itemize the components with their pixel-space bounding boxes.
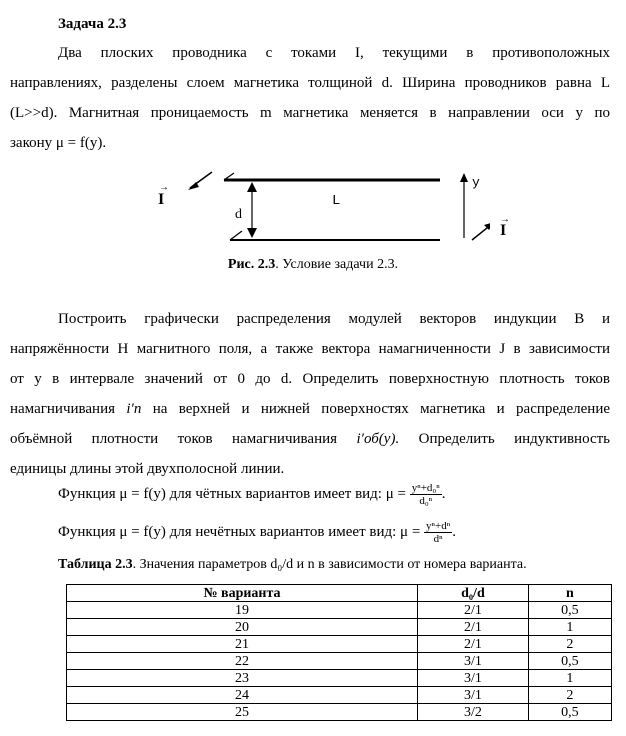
task-title: Задача 2.3 <box>58 16 127 32</box>
problem-line-4: закону μ = f(y). <box>10 135 107 151</box>
problem-paragraph <box>10 38 610 158</box>
table-row <box>67 602 612 619</box>
cell-ratio: 2/1 <box>417 636 528 653</box>
variants-table <box>66 584 612 721</box>
bottom-conductor-edge <box>230 231 242 240</box>
formula-even-denominator: d₀ⁿ <box>419 495 433 507</box>
task-line-4 <box>10 394 610 424</box>
header-variant: № варианта <box>67 585 418 602</box>
task-line-4a: намагничивания <box>10 401 116 417</box>
cell-n: 2 <box>528 636 611 653</box>
table-row <box>67 687 612 704</box>
y-axis-arrowhead <box>460 173 468 182</box>
cell-ratio: 2/1 <box>417 619 528 636</box>
cell-ratio: 3/1 <box>417 653 528 670</box>
cell-variant: 19 <box>67 602 418 619</box>
cell-variant: 21 <box>67 636 418 653</box>
formula-even-numerator: yⁿ+d₀ⁿ <box>411 482 440 494</box>
task-line-2: напряжённости H магнитного поля, а также вектора намагниченности J в зависимости <box>10 341 610 357</box>
figure-caption-label: Рис. 2.3 <box>227 257 276 272</box>
formula-even-fraction <box>410 482 442 507</box>
table-caption <box>58 557 527 573</box>
vector-mark-right: → <box>500 214 510 225</box>
cell-n: 2 <box>528 687 611 704</box>
current-label-right: I <box>500 222 507 239</box>
cell-n: 1 <box>528 619 611 636</box>
cell-variant: 25 <box>67 704 418 721</box>
task-line-5 <box>10 424 610 454</box>
cell-n: 0,5 <box>528 602 611 619</box>
table-header-row <box>67 585 612 602</box>
cell-ratio: 2/1 <box>417 602 528 619</box>
formula-even: Функция μ = f(y) для чётных вариантов имеет вид: μ = $\frac{\text{yⁿ+d₀ⁿ}}{\text{d₀ⁿ}}$ . <box>58 482 446 507</box>
formula-odd: Функция μ = f(y) для нечётных вариантов имеет вид: μ = $\frac{\text{yⁿ+dⁿ}}{\text{dⁿ}}$ . <box>58 520 456 545</box>
figure-caption <box>0 257 626 273</box>
header-ratio: d₀/d <box>417 585 528 602</box>
task-line-3: от y в интервале значений от 0 до d. Определить поверхностную плотность токов <box>10 371 610 387</box>
cell-n: 0,5 <box>528 653 611 670</box>
table-caption-label: Таблица 2.3 <box>58 557 133 572</box>
table-row <box>67 653 612 670</box>
task-paragraph <box>10 304 610 484</box>
task-line-6: единицы длины этой двухполосной линии. <box>10 461 285 477</box>
formula-odd-denominator: dⁿ <box>433 533 443 545</box>
figure-caption-text: . Условие задачи 2.3. <box>275 257 399 272</box>
thickness-label: d <box>235 207 242 222</box>
cell-variant: 24 <box>67 687 418 704</box>
cell-variant: 20 <box>67 619 418 636</box>
header-n: n <box>528 585 611 602</box>
cell-n: 0,5 <box>528 704 611 721</box>
task-line-1: Построить графически распределения модулей векторов индукции B и <box>58 311 610 327</box>
problem-line-3: (L>>d). Магнитная проницаемость m магнетика меняется в направлении оси y по <box>10 105 610 121</box>
table-row <box>67 670 612 687</box>
symbol-i-surface: i′п <box>126 401 142 417</box>
problem-line-2: направлениях, разделены слоем магнетика толщиной d. Ширина проводников равна L <box>10 75 610 91</box>
task-line-5a: объёмной плотности токов намагничивания <box>10 431 338 447</box>
thickness-arrowhead-top <box>247 182 257 192</box>
cell-ratio: 3/2 <box>417 704 528 721</box>
symbol-i-volume: i′об(y). <box>356 431 400 447</box>
width-label: L <box>332 193 341 209</box>
y-axis-label: y <box>472 175 480 190</box>
task-line-5b: Определить индуктивность <box>418 431 611 447</box>
table-row <box>67 636 612 653</box>
table-caption-text: . Значения параметров d₀/d и n в зависимости от номера варианта. <box>132 557 527 572</box>
task-line-4b: на верхней и нижней поверхностях магнетика и распределение <box>152 401 611 417</box>
current-label-left: I <box>158 191 165 208</box>
thickness-arrowhead-bottom <box>247 228 257 238</box>
formula-even-text: Функция μ = f(y) для чётных вариантов имеет вид: μ = <box>58 485 406 502</box>
cell-ratio: 3/1 <box>417 670 528 687</box>
conductor-figure <box>150 168 490 250</box>
cell-n: 1 <box>528 670 611 687</box>
table-row <box>67 619 612 636</box>
vector-mark-left: → <box>159 182 169 193</box>
table-row <box>67 704 612 721</box>
formula-odd-text: Функция μ = f(y) для нечётных вариантов имеет вид: μ = <box>58 523 421 540</box>
formula-odd-numerator: yⁿ+dⁿ <box>426 520 451 532</box>
cell-ratio: 3/1 <box>417 687 528 704</box>
cell-variant: 22 <box>67 653 418 670</box>
problem-line-1: Два плоских проводника с токами I, текущими в противоположных <box>58 45 610 61</box>
cell-variant: 23 <box>67 670 418 687</box>
formula-odd-fraction <box>424 520 452 545</box>
